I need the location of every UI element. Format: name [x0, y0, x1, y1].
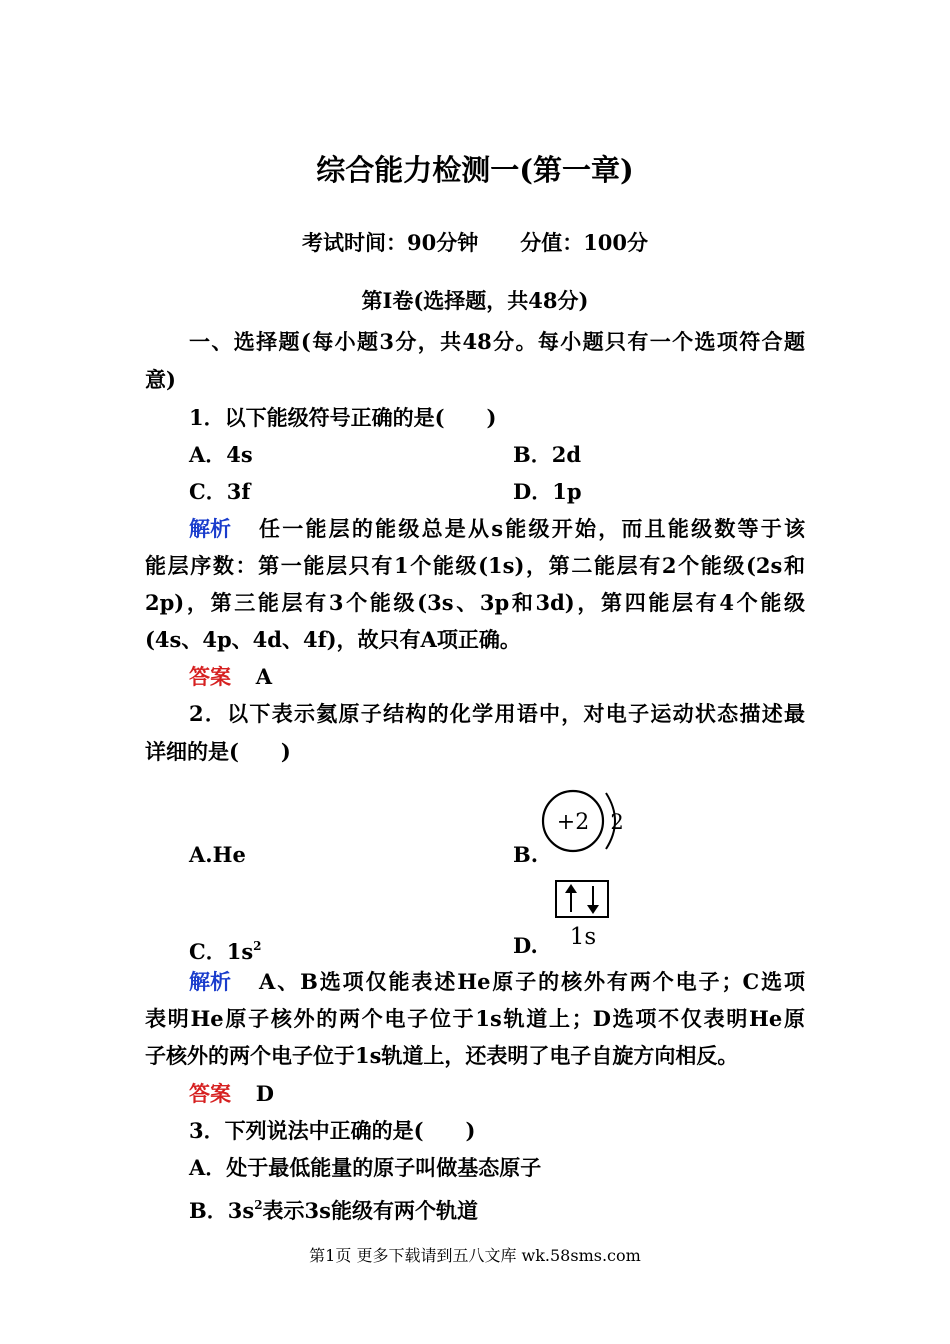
q1-option-a: A．4s: [189, 442, 253, 467]
q1-stem: 1．以下能级符号正确的是( ): [189, 405, 497, 430]
instructions-line-2: 意): [145, 367, 176, 392]
orbital-label: 1s: [569, 924, 597, 950]
q2-option-b-label: B.: [513, 842, 539, 867]
q1-analysis-text-1: 任一能层的能级总是从s能级开始，而且能级数等于该: [259, 516, 805, 541]
exam-info: 考试时间：90分钟 分值：100分: [301, 230, 649, 255]
q2-analysis-text-1: A、B选项仅能表述He原子的核外有两个电子；C选项: [259, 969, 805, 994]
q3-stem: 3．下列说法中正确的是( ): [189, 1118, 476, 1143]
q2-option-c-superscript: 2: [253, 939, 262, 953]
spin-up-arrow-head: [565, 884, 577, 893]
q1-analysis-label: 解析: [189, 516, 231, 541]
q1-analysis-line-3: 2p)，第三能层有3个能级(3s、3p和3d)，第四能层有4个能级: [145, 590, 805, 615]
q2-analysis-line-2: 表明He原子核外的两个电子位于1s轨道上；D选项不仅表明He原: [145, 1006, 805, 1031]
atom-structure-diagram: [540, 785, 630, 855]
q1-option-b: B．2d: [513, 442, 582, 467]
orbital-diagram: [553, 878, 613, 950]
q1-option-d: D．1p: [513, 479, 582, 504]
section-heading: 第Ⅰ卷(选择题，共48分): [361, 288, 589, 313]
q2-stem-line-1: 2．以下表示氦原子结构的化学用语中，对电子运动状态描述最: [189, 701, 805, 726]
q2-stem-line-2: 详细的是( ): [145, 739, 291, 764]
q2-analysis-label: 解析: [189, 969, 231, 994]
q2-answer-value: D: [255, 1081, 274, 1106]
spin-down-arrow-head: [587, 905, 599, 914]
q3-option-a: A．处于最低能量的原子叫做基态原子: [189, 1155, 542, 1180]
q1-analysis-line-4: (4s、4p、4d、4f)，故只有A项正确。: [145, 627, 521, 652]
q2-option-a: A.He: [189, 842, 246, 867]
q1-answer-value: A: [255, 664, 272, 689]
q2-analysis-line-3: 子核外的两个电子位于1s轨道上，还表明了电子自旋方向相反。: [145, 1043, 739, 1068]
q1-answer-line: [189, 663, 272, 691]
q2-answer-label: 答案: [189, 1081, 231, 1106]
q2-option-d-label: D.: [513, 933, 538, 958]
shell-electron-count: 2: [610, 810, 624, 834]
instructions-line-1: 一、选择题(每小题3分，共48分。每小题只有一个选项符合题: [189, 329, 805, 354]
q2-option-c: [189, 932, 262, 966]
q1-analysis-line-1: [189, 515, 805, 543]
page-footer: 第1页 更多下载请到五八文库 wk.58sms.com: [309, 1246, 641, 1265]
q1-option-c: C．3f: [189, 479, 251, 504]
q2-analysis-line-1: [189, 968, 805, 996]
nucleus-charge: +2: [556, 810, 590, 835]
orbital-box: [556, 881, 608, 917]
q3-option-b-suffix: 表示3s能级有两个轨道: [262, 1198, 478, 1223]
q1-analysis-line-2: 能层序数：第一能层只有1个能级(1s)，第二能层有2个能级(2s和: [145, 553, 805, 578]
q3-option-b-superscript: 2: [254, 1198, 263, 1212]
page-title: 综合能力检测一(第一章): [316, 153, 634, 187]
q2-option-c-text: C．1s: [189, 939, 254, 964]
q3-option-b-prefix: B．3s: [189, 1198, 255, 1223]
q2-answer-line: [189, 1080, 274, 1108]
q3-option-b: [189, 1191, 478, 1225]
q1-answer-label: 答案: [189, 664, 231, 689]
